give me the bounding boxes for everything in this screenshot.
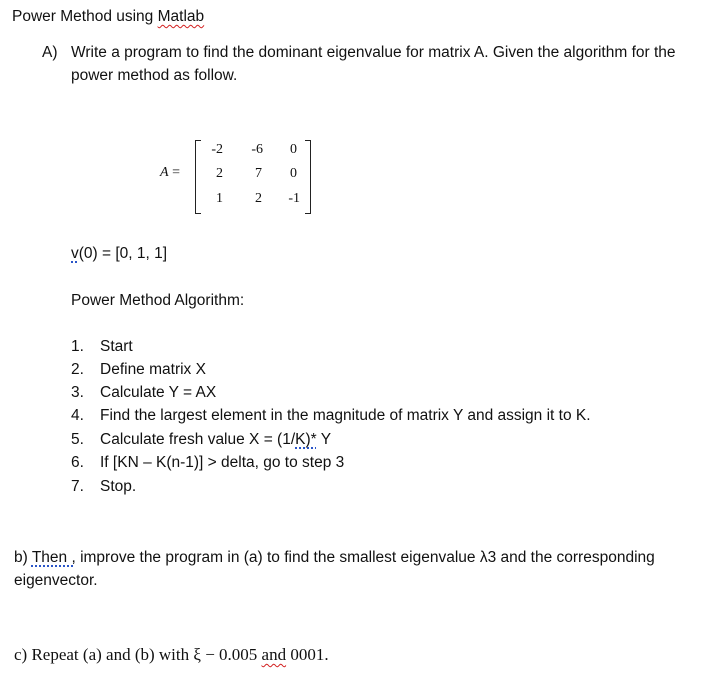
step-text-underlined: K)* (295, 431, 317, 448)
title-matlab-word: Matlab (157, 8, 205, 25)
matrix-cell: 7 (255, 166, 262, 181)
algorithm-title: Power Method Algorithm: (71, 292, 245, 309)
part-c-post: 0001. (286, 645, 329, 664)
step-number: 3. (71, 384, 84, 401)
part-a-line1: Write a program to find the dominant eigenvalue for matrix A. Given the algorithm for the (71, 44, 676, 61)
part-b-then: Then , (31, 549, 76, 566)
matrix-equals: = (172, 165, 180, 180)
page-title (12, 7, 204, 27)
matrix-cell: -2 (211, 142, 223, 157)
step-text-post: Y (316, 431, 332, 448)
step-text (100, 430, 331, 450)
matrix-cell: 0 (290, 142, 297, 157)
part-c-pre: c) Repeat (a) and (b) with ξ − 0.005 (14, 645, 262, 664)
step-text: Calculate Y = AX (100, 384, 217, 401)
matrix-letter: A (160, 165, 169, 180)
matrix-a (160, 138, 310, 214)
step-text-pre: Calculate fresh value X = (1/ (100, 431, 296, 448)
matrix-right-bracket (305, 140, 311, 214)
matrix-cell: -1 (288, 191, 300, 206)
step-number: 1. (71, 338, 84, 355)
part-b-prefix: b) (14, 549, 32, 566)
step-text: Find the largest element in the magnitude of matrix Y and assign it to K. (100, 407, 591, 424)
part-a-line2: power method as follow. (71, 67, 238, 84)
matrix-cell: 0 (290, 166, 297, 181)
initial-vector-value: (0) = [0, 1, 1] (78, 245, 168, 262)
initial-vector (71, 244, 167, 264)
initial-vector-var: v (71, 245, 79, 262)
step-text: Define matrix X (100, 361, 206, 378)
matrix-cell: -6 (251, 142, 263, 157)
part-c-and: and (261, 645, 287, 664)
matrix-cell: 1 (216, 191, 223, 206)
part-b-line1 (14, 548, 655, 568)
matrix-label (160, 165, 180, 181)
title-prefix: Power Method using (12, 8, 158, 25)
part-b-rest: improve the program in (a) to find the smallest eigenvalue λ3 and the corresponding (75, 549, 655, 566)
part-b-line2: eigenvector. (14, 572, 98, 589)
part-a-label: A) (42, 44, 58, 61)
step-number: 5. (71, 431, 84, 448)
step-number: 2. (71, 361, 84, 378)
step-text: Stop. (100, 478, 137, 495)
matrix-cell: 2 (255, 191, 262, 206)
step-number: 7. (71, 478, 84, 495)
step-number: 6. (71, 454, 84, 471)
step-text: If [KN – K(n-1)] > delta, go to step 3 (100, 454, 345, 471)
step-number: 4. (71, 407, 84, 424)
step-text: Start (100, 338, 133, 355)
matrix-cell: 2 (216, 166, 223, 181)
part-c-line (14, 644, 329, 666)
